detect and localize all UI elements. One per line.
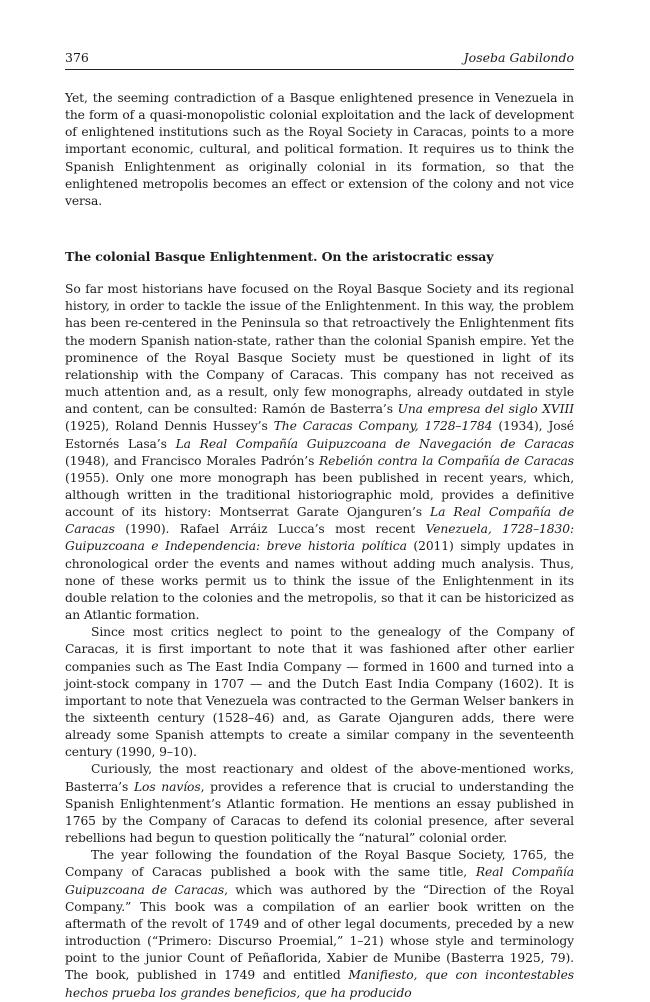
paragraph-3: Curiously, the most reactionary and oldest of the above-mentioned works, Basterra’s Los navíos, provides a reference that is crucial to understanding the Spanish Enlightenment’s Atlantic formation. He mentions an essay published in 1765 by the Company of Caracas to defend its colonial presence, after several rebellions had begun to question politically the “natural” colonial order. xyxy=(65,762,574,846)
section-heading: The colonial Basque Enlightenment. On the aristocratic essay xyxy=(65,249,494,265)
title-caracas-company: The Caracas Company, 1728–1784 xyxy=(273,419,493,434)
paragraph-1: So far most historians have focused on the Royal Basque Society and its regional history, in order to tackle the issue of the Enlightenment. In this way, the problem has been re-centered in the Peninsula so that retroactively the Enlightenment fits the modern Spanish nation-state, rather than the colonial Spanish empire. Yet the prominence of the Royal Basque Society must be questioned in light of its relationship with the Company of Caracas. This company has not received as much attention and, as a result, only few monographs, already outdated in style and content, can be consulted: Ramón de Basterra’s Una empresa del siglo XVIII (1925), Roland Dennis Hussey’s The Caracas Company, 1728–1784 (1934), José Estornés Lasa’s La Real Compañía Guipuzcoana de Navegación de Caracas (1948), and Francisco Morales Padrón’s Rebelión contra la Compañía de Caracas (1955). Only one more monograph has been published in recent years, which, although written in the traditional historiographic mold, provides a definitive account of its history: Montserrat Garate Ojanguren’s La Real Compañía de Caracas (1990). Rafael Arráiz Lucca’s most recent Venezuela, 1728–1830: Guipuzcoana e Independencia: breve historia política (2011) simply updates in chronological order the events and names without adding much analysis. Thus, none of these works permit us to think the issue of the Enlightenment in its double relation to the colonies and the metropolis, so that it can be historicized as an Atlantic formation. xyxy=(65,282,575,623)
title-real-compania-navegacion: La Real Compañía Guipuzcoana de Navegación de Caracas xyxy=(175,436,574,451)
running-header xyxy=(65,48,574,70)
title-rebelion: Rebelión contra la Compañía de Caracas xyxy=(319,453,575,468)
paragraph-2: Since most critics neglect to point to the genealogy of the Company of Caracas, it is first important to note that it was fashioned after other earlier companies such as The East India Company — formed in 1600 and turned into a joint-stock company in 1707 — and the Dutch East India Company (1602). It is important to note that Venezuela was contracted to the German Welser bankers in the sixteenth century (1528–46) and, as Garate Ojanguren adds, there were already some Spanish attempts to create a similar company in the seventeenth century (1990, 9–10). xyxy=(65,625,574,760)
title-una-empresa: Una empresa del siglo XVIII xyxy=(397,402,574,417)
title-manifiesto: Manifiesto, que con incontestables hechos prueba los grandes beneficios, que ha producido xyxy=(65,968,574,1000)
title-venezuela: Venezuela, 1728–1830: Guipuzcoana e Independencia: breve historia política xyxy=(65,522,574,554)
page-number: 376 xyxy=(65,50,89,65)
body-text xyxy=(65,90,574,1002)
running-author: Joseba Gabilondo xyxy=(463,50,574,65)
title-real-compania-caracas: La Real Compañía de Caracas xyxy=(65,505,574,537)
title-los-navios: Los navíos xyxy=(133,779,201,794)
paragraph-4: The year following the foundation of the Royal Basque Society, 1765, the Company of Caracas published a book with the same title, Real Compañía Guipuzcoana de Caracas, which was authored by the “Direction of the Royal Company.” This book was a compilation of an earlier book written on the aftermath of the revolt of 1749 and of other legal documents, preceded by a new introduction (“Primero: Discurso Proemial,” 1–21) whose style and terminology point to the junior Count of Peñaflorida, Xabier de Munibe (Basterra 1925, 79). The book, published in 1749 and entitled Manifiesto, que con incontestables hechos prueba los grandes beneficios, que ha producido xyxy=(65,848,574,1000)
title-real-compania-guipuzcoana: Real Compañía Guipuzcoana de Caracas xyxy=(65,865,574,897)
intro-paragraph: Yet, the seeming contradiction of a Basque enlightened presence in Venezuela in the form of a quasi-monopolistic colonial exploitation and the lack of development of enlightened institutions such as the Royal Society in Caracas, points to a more important economic, cultural, and political formation. It requires us to think the Spanish Enlightenment as originally colonial in its formation, so that the enlightened metropolis becomes an effect or extension of the colony and not vice versa. xyxy=(65,91,574,208)
